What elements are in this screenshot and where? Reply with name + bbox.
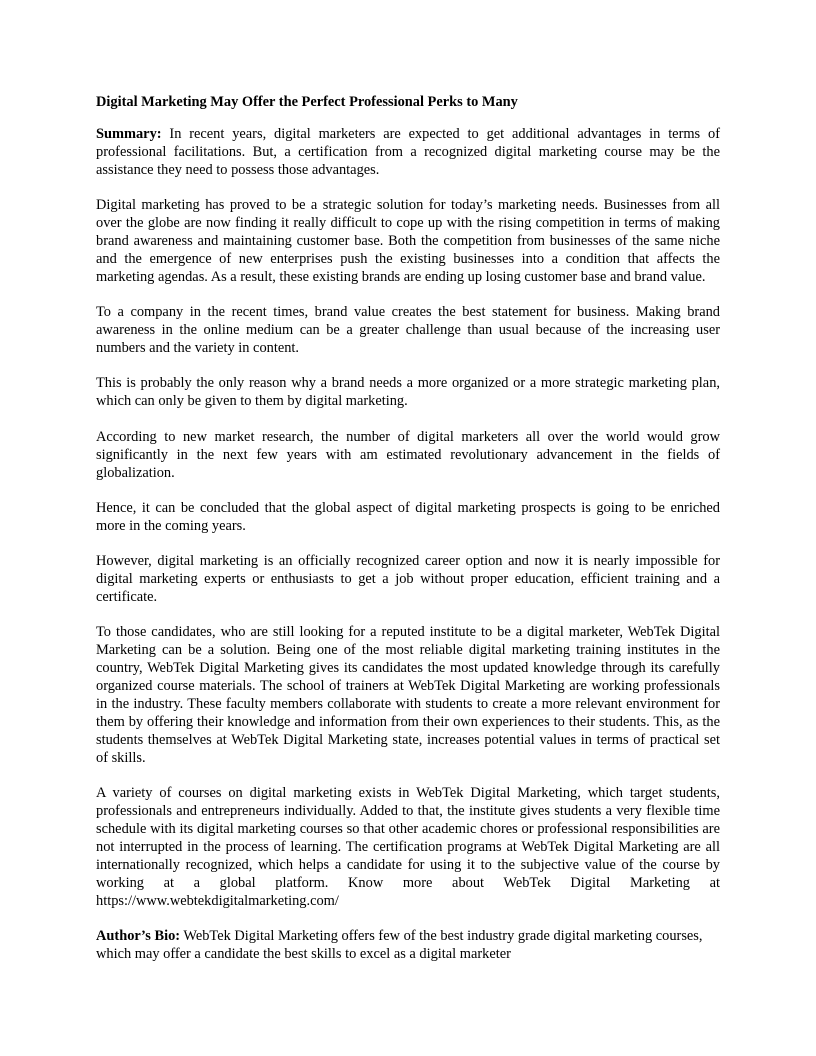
summary-text: In recent years, digital marketers are expected to get additional advantages in terms of professional facilitations. But, a certification from a recognized digital marketing course may be the assistance they need to possess those advantages. <box>96 125 720 178</box>
body-paragraph-6: However, digital marketing is an officially recognized career option and now it is nearly impossible for digital marketing experts or enthusiasts to get a job without proper education, efficient training and a certificate. <box>96 553 720 606</box>
body-paragraph-1: Digital marketing has proved to be a strategic solution for today’s marketing needs. Businesses from all over the globe are now finding it really difficult to cope up with the rising competition in terms of making brand awareness and maintaining customer base. Both the competition from businesses of the same niche and the emergence of new enterprises push the existing businesses into a condition that affects the marketing agendas. As a result, these existing brands are ending up losing customer base and brand value. <box>96 197 720 285</box>
summary-label: Summary: <box>96 125 162 142</box>
author-bio-paragraph <box>96 928 720 964</box>
document-page <box>96 94 720 981</box>
author-bio-text: WebTek Digital Marketing offers few of the best industry grade digital marketing courses, which may offer a candidate the best skills to excel as a digital marketer <box>96 928 703 962</box>
body-paragraph-2: To a company in the recent times, brand value creates the best statement for business. Making brand awareness in the online medium can be a greater challenge than usual because of the increasing user numbers and the variety in content. <box>96 304 720 356</box>
body-paragraph-8: A variety of courses on digital marketing exists in WebTek Digital Marketing, which target students, professionals and entrepreneurs individually. Added to that, the institute gives students a very flexible time schedule with its digital marketing courses so that other academic chores or professional responsibilities are not interrupted in the process of learning. The certification programs at WebTek Digital Marketing are all internationally recognized, which helps a candidate for using it to the subjective value of the course by working at a global platform. Know more about WebTek Digital Marketing at https://www.webtekdigitalmarketing.com/ <box>96 785 720 909</box>
author-bio-label: Author’s Bio: <box>96 928 181 945</box>
document-title: Digital Marketing May Offer the Perfect Professional Perks to Many <box>96 94 518 110</box>
body-paragraph-4: According to new market research, the number of digital marketers all over the world would grow significantly in the next few years with am estimated revolutionary advancement in the fields of globalization. <box>96 428 720 481</box>
body-paragraph-5: Hence, it can be concluded that the global aspect of digital marketing prospects is going to be enriched more in the coming years. <box>96 499 720 534</box>
body-paragraph-3: This is probably the only reason why a brand needs a more organized or a more strategic marketing plan, which can only be given to them by digital marketing. <box>96 375 720 410</box>
summary-paragraph <box>96 126 720 180</box>
body-paragraph-7: To those candidates, who are still looking for a reputed institute to be a digital marketer, WebTek Digital Marketing can be a solution. Being one of the most reliable digital marketing training institutes in the country, WebTek Digital Marketing gives its candidates the most updated knowledge through its carefully organized course materials. The school of trainers at WebTek Digital Marketing are working professionals in the industry. These faculty members collaborate with students to create a more relevant environment for them by offering their knowledge and information from their own experiences to their students. This, as the students themselves at WebTek Digital Marketing state, increases potential values in terms of practical set of skills. <box>96 624 720 766</box>
